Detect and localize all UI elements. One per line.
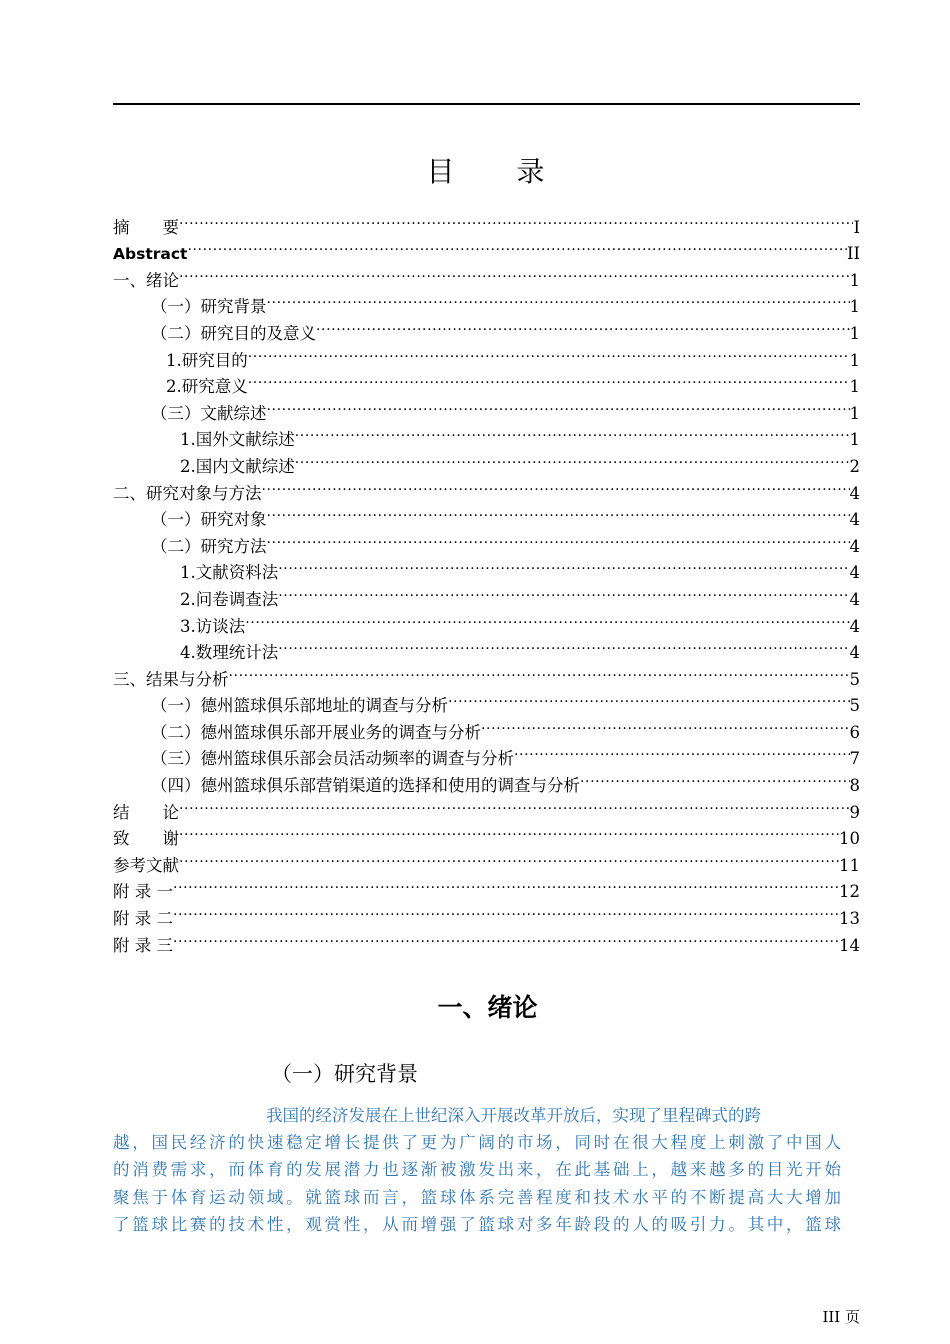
toc-title [0,150,950,190]
toc-entry[interactable] [113,871,860,902]
toc-entry-page: 1 [849,270,860,290]
page-number: III 页 [822,1308,860,1326]
toc-entry-label: 参考文献 [113,855,179,875]
toc-entry-page: 5 [849,669,860,689]
toc-entry-label: 2.国内文献综述 [180,456,295,476]
toc-entry-label: 1.文献资料法 [180,563,279,583]
toc-entry[interactable] [113,206,860,237]
toc-entry-page: 4 [849,536,860,556]
toc-entry-label: 3.访谈法 [180,616,246,636]
toc-entry-page: 14 [839,935,860,955]
body-paragraph [113,1102,841,1238]
toc-entry-label: （二）研究目的及意义 [151,323,316,343]
toc-entry-page: 7 [849,749,860,769]
toc-entry-page: 4 [849,563,860,583]
toc-dot-leader [295,445,850,472]
toc-entry-label: （二）德州篮球俱乐部开展业务的调查与分析 [151,722,481,742]
toc-entry-label: （二）研究方法 [151,536,267,556]
toc-dot-leader [248,339,850,366]
toc-dot-leader [179,206,853,233]
toc-entry-page: 5 [849,696,860,716]
toc-entry-label: （三）德州篮球俱乐部会员活动频率的调查与分析 [151,749,514,769]
toc-dot-leader [278,578,849,605]
toc-dot-leader [179,259,850,286]
toc-entry-page: 4 [849,616,860,636]
toc-entry[interactable] [113,818,860,849]
toc-dot-leader [179,818,839,845]
toc-dot-leader [267,525,850,552]
toc-entry-label: （一）研究背景 [151,297,267,317]
toc-dot-leader [187,233,847,260]
toc-entry-label: 附 录 三 [113,935,173,955]
toc-dot-leader [448,685,850,712]
toc-entry-label: 致 谢 [113,829,179,849]
paragraph-line: 了篮球比赛的技术性，观赏性，从而增强了篮球对多年龄段的人的吸引力。其中，篮球 [113,1214,841,1234]
toc-entry-label: 4.数理统计法 [180,643,279,663]
section-title: （一）研究背景 [271,1062,418,1086]
toc-entry-label: （一）德州篮球俱乐部地址的调查与分析 [151,696,448,716]
toc-entry-page: 10 [839,829,860,849]
toc-dot-leader [481,711,850,738]
toc-entry-page: 4 [849,483,860,503]
toc-entry-label: 附 录 二 [113,909,173,929]
toc-dot-leader [278,552,849,579]
paragraph-line: 我国的经济发展在上世纪深入开展改革开放后，实现了里程碑式的跨 [266,1106,761,1125]
toc-entry-page: 4 [849,510,860,530]
toc-dot-leader [295,419,850,446]
toc-entry[interactable] [113,286,860,317]
toc-entry[interactable] [113,791,860,822]
toc-entry-page: 11 [839,855,860,875]
toc-dot-leader [278,632,849,659]
toc-entry-label: 附 录 一 [113,882,173,902]
toc-entry-page: 1 [849,377,860,397]
toc-entry-page: 9 [849,802,860,822]
toc-entry-label: 2.研究意义 [166,377,248,397]
toc-entry-label: （四）德州篮球俱乐部营销渠道的选择和使用的调查与分析 [151,776,580,796]
toc-dot-leader [173,871,839,898]
toc-entry-label: 摘 要 [113,217,179,237]
toc-entry-page: 6 [849,722,860,742]
toc-entry-label: （三）文献综述 [151,403,267,423]
toc-entry-page: 4 [849,589,860,609]
toc-entry-page: 2 [849,456,860,476]
toc-dot-leader [179,844,839,871]
header-rule [113,103,860,105]
toc-entry-page: 1 [849,323,860,343]
toc-entry-label: 2.问卷调查法 [180,589,279,609]
toc-entry-page: 12 [839,882,860,902]
toc-entry-label: 一、绪论 [113,270,179,290]
toc-dot-leader [229,658,850,685]
toc-dot-leader [248,366,850,393]
paragraph-line: 越，国民经济的快速稳定增长提供了更为广阔的市场，同时在很大程度上刺激了中国人 [113,1133,841,1153]
chapter-title: 一、绪论 [437,993,538,1022]
toc-dot-leader [262,472,850,499]
toc-entry-page: 8 [849,776,860,796]
toc-dot-leader [245,605,849,632]
toc-entry[interactable] [113,844,860,875]
toc-entry-page: 13 [839,909,860,929]
toc-entry-page: 1 [849,403,860,423]
toc-entry[interactable] [113,259,860,290]
toc-dot-leader [179,791,850,818]
toc-title-char-2: 录 [516,155,549,188]
toc-entry[interactable] [113,897,860,929]
toc-entry-label: （一）研究对象 [151,510,267,530]
toc-entry-page: 1 [849,430,860,450]
toc-dot-leader [514,738,850,765]
toc-entry-page: 4 [849,643,860,663]
toc-entry-page: 1 [849,297,860,317]
toc-dot-leader [173,924,839,951]
toc-dot-leader [173,897,839,924]
toc-dot-leader [267,499,850,526]
toc-title-char-1: 目 [426,155,459,188]
toc-dot-leader [267,286,850,313]
toc-dot-leader [316,312,850,339]
toc-entry[interactable] [113,233,860,264]
toc-entry-page: II [846,244,860,264]
toc-entry-label: 1.国外文献综述 [180,430,295,450]
toc-entry[interactable] [113,924,860,955]
paragraph-line: 的消费需求，而体育的发展潜力也逐渐被激发出来，在此基础上，越来越多的目光开始 [113,1160,841,1180]
toc-entry-label: 1.研究目的 [166,350,248,370]
toc-dot-leader [580,764,850,791]
toc-entry-page: 1 [849,350,860,370]
toc-entry-label: Abstract [113,245,188,264]
toc-entry-label: 结 论 [113,802,179,822]
toc-entry-label: 二、研究对象与方法 [113,483,262,503]
table-of-contents [113,206,860,955]
toc-dot-leader [267,392,850,419]
toc-entry-label: 三、结果与分析 [113,669,229,689]
paragraph-line: 聚焦于体育运动领域。就篮球而言，篮球体系完善程度和技术水平的不断提高大大增加 [113,1187,841,1207]
toc-entry-page: I [853,217,860,237]
